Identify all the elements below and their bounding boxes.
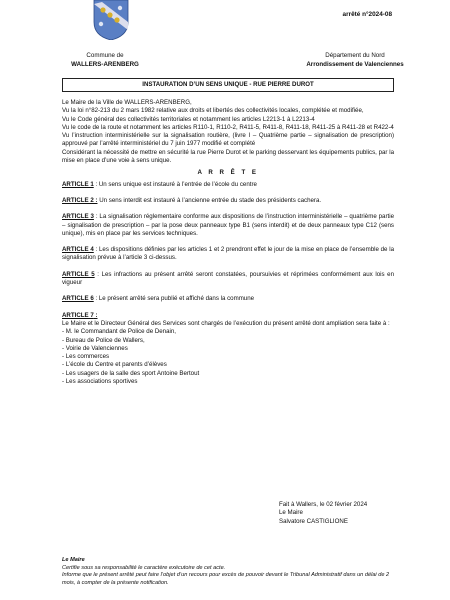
list-item: - Les associations sportives	[62, 378, 138, 386]
article-label: ARTICLE 7	[62, 311, 94, 319]
recipient-list	[62, 328, 394, 386]
article-text: Un sens interdit est instauré à l’ancienne entrée du stade des présidents cachera.	[97, 196, 322, 204]
commune-name: WALLERS-ARENBERG	[71, 60, 139, 68]
footer-line: Informe que le présent arrêté peut faire l’objet d’un recours pour excès de pouvoir devant le Tribunal Administratif dans un délai de 2 mois, à compter de la présente notification.	[62, 572, 390, 586]
commune-label: Commune de	[86, 52, 124, 59]
document-title: INSTAURATION D’UN SENS UNIQUE - RUE PIERRE DUROT	[62, 78, 394, 92]
signatory-name: Salvatore CASTIGLIONE	[279, 517, 348, 525]
footer-line: Certifie sous sa responsabilité le caractère exécutoire de cet acte.	[62, 564, 226, 571]
place-date: Fait à Wallers, le 02 février 2024	[279, 501, 368, 508]
arrete-heading: A R R Ê T E	[197, 169, 259, 177]
preamble-line: Vu la loi n°82-213 du 2 mars 1982 relative aux droits et libertés des collectivités locales, complétée et modifiée,	[62, 107, 364, 115]
article-text: : Le présent arrêté sera publié et affiché dans la commune	[93, 295, 255, 303]
list-item: - L’école du Centre et parents d’élèves	[62, 361, 167, 369]
list-item: - Les commerces	[62, 353, 110, 361]
article-label: ARTICLE 2 :	[62, 196, 98, 204]
arrete-number: arrêté n°2024-08	[342, 11, 392, 18]
document-body	[62, 99, 394, 386]
preamble-line: Considérant la nécessité de mettre en sécurité la rue Pierre Durot et le parking desservant les équipements publics, par la mise en place d’une voie à sens unique.	[62, 148, 394, 165]
preamble-line: Le Maire de la Ville de WALLERS-ARENBERG,	[62, 99, 192, 106]
article-2	[62, 197, 394, 205]
article-text: : Les dispositions définies par les articles 1 et 2 prendront effet le jour de la mise en place de l’ensemble de la signalisation prévue à l’article 3 ci-dessus.	[62, 246, 394, 262]
article-label: ARTICLE 3	[62, 213, 94, 221]
article-5	[62, 271, 394, 288]
preamble-line: Vu le Code général des collectivités territoriales et notamment les articles L2213-1 à L2213-4	[62, 115, 315, 123]
article-1	[62, 181, 394, 189]
article-6	[62, 295, 394, 303]
departement-name: Département du Nord	[325, 52, 385, 59]
article-4	[62, 246, 394, 263]
arrondissement-name: Arrondissement de Valenciennes	[306, 60, 404, 68]
commune-header	[60, 52, 150, 69]
article-7	[62, 312, 394, 320]
list-item: - Bureau de Police de Wallers,	[62, 336, 145, 344]
article-text: : Les infractions au présent arrêté seront constatées, poursuivies et réprimées conformément aux lois en vigueur	[62, 270, 394, 287]
certification-footer	[62, 557, 392, 587]
list-item: - Voirie de Valenciennes	[62, 344, 128, 352]
article-3	[62, 213, 394, 238]
article-label: ARTICLE 1	[62, 180, 94, 188]
article-label: ARTICLE 6	[62, 295, 94, 303]
list-item: - Les usagers de la salle des sport Antoine Bertout	[62, 369, 200, 377]
article-label: ARTICLE 5	[62, 270, 95, 278]
signatory-role: Le Maire	[279, 509, 303, 517]
coat-of-arms-logo	[88, 0, 134, 40]
preamble-line: Vu l’instruction interministérielle sur la signalisation routière, (livre I – Quatrième partie – signalisation de prescription) approuvé par l’arrêté interministériel du 7 juin 1977 modifié et complété	[62, 132, 394, 148]
article-label: ARTICLE 4	[62, 246, 94, 254]
article-text: : La signalisation réglementaire conforme aux dispositions de l’instruction interministérielle – quatrième partie – signalisation de prescription – par la pose deux panneaux type B1 (sens interdit) et de deux panneaux type C12 (sens unique), mis en place par les services techniques.	[62, 213, 394, 237]
article-text: : Un sens unique est instauré à l’entrée de l’école du centre	[93, 180, 257, 188]
preamble-line: Vu le code de la route et notamment les articles R110-1, R110-2, R411-5, R411-8, R411-18, R411-25 à R411-28 et R422-4	[62, 123, 394, 131]
signature-block	[279, 501, 367, 526]
footer-lead: Le Maire	[62, 557, 85, 563]
list-item: - M. le Commandant de Police de Denain,	[62, 328, 177, 336]
article-7-intro: Le Maire et le Directeur Général des Services sont chargés de l’exécution du présent arrêté dont ampliation sera faite à :	[62, 319, 390, 327]
departement-header	[290, 52, 420, 69]
article-label-suffix: :	[93, 311, 98, 319]
